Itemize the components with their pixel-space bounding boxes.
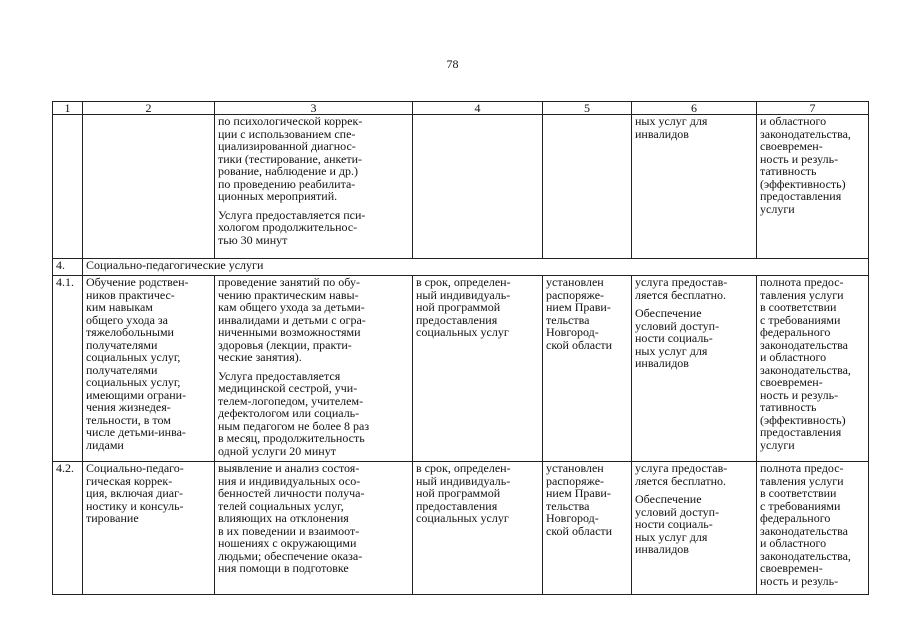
column-header: 2: [83, 102, 215, 115]
section-title: Социально-педагогические услуги: [83, 259, 869, 276]
conditions-paragraph: услуга предостав- ляется бесплатно.: [635, 461, 728, 488]
term-cell: в срок, определен- ный индивидуаль- ной программой предоставления социальных услуг: [413, 276, 543, 462]
service-name-cell: [83, 115, 215, 259]
conditions-paragraph: Обеспечение условий доступ- ности социаль- ных услуг для инвалидов: [635, 492, 720, 556]
content-paragraph: Услуга предоставляется медицинской сестрой, учи- телем-логопедом, учителем- дефектологом или социаль- ным педагогом не более 8 раз в месяц, продолжительность одной услуги 20 минут: [218, 368, 370, 458]
column-header: 7: [757, 102, 869, 115]
service-content-cell: [215, 276, 413, 462]
tariff-cell: установлен распоряже- нием Прави- тельства Новгород- ской области: [543, 276, 632, 462]
service-name-cell: Обучение родствен- ников практичес- ким навыкам общего ухода за тяжелобольными получателями социальных услуг, получателями социальных услуг, имеющими ограни- чения жизнедея- тельности, в том числе детьми-инва- лидами: [83, 276, 215, 462]
table-row: [53, 276, 869, 462]
row-number-cell: 4.1.: [53, 276, 83, 462]
row-number-cell: [53, 115, 83, 259]
quality-cell: и областного законодательства, своевремен- ность и резуль- тативность (эффективность) предоставления услуги: [757, 115, 869, 259]
row-number-cell: 4.2.: [53, 462, 83, 595]
term-cell: [413, 115, 543, 259]
continuation-row: [53, 115, 869, 259]
service-content-cell: [215, 115, 413, 259]
table-header-row: [53, 102, 869, 115]
column-header: 4: [413, 102, 543, 115]
conditions-cell: [632, 276, 757, 462]
conditions-cell: [632, 115, 757, 259]
conditions-paragraph: ных услуг для инвалидов: [635, 114, 708, 141]
table-row: [53, 462, 869, 595]
services-table: [52, 101, 869, 595]
tariff-cell: установлен распоряже- нием Прави- тельства Новгород- ской области: [543, 462, 632, 595]
term-cell: в срок, определен- ный индивидуаль- ной программой предоставления социальных услуг: [413, 462, 543, 595]
section-number: 4.: [53, 259, 83, 276]
page-number: 78: [446, 57, 459, 71]
content-paragraph: проведение занятий по обу- чению практическим навы- кам общего ухода за детьми- инвалидами и детьми с огра- ниченными возможностями здоровья (лекции, практи- ческие занятия).: [218, 275, 366, 364]
section-row: [53, 259, 869, 276]
tariff-cell: [543, 115, 632, 259]
conditions-paragraph: Обеспечение условий доступ- ности социаль- ных услуг для инвалидов: [635, 306, 720, 370]
conditions-paragraph: услуга предостав- ляется бесплатно.: [635, 275, 728, 302]
conditions-cell: [632, 462, 757, 595]
content-paragraph: по психологической коррек- ции с использованием спе- циализированной диагнос- тики (тестирование, анкети- рование, наблюдение и др.) по проведению реабилита- ционных мероприятий.: [218, 114, 363, 203]
service-name-cell: Социально-педаго- гическая коррек- ция, включая диаг- ностику и консуль- тирование: [83, 462, 215, 595]
column-header: 1: [53, 102, 83, 115]
content-paragraph: Услуга предоставляется пси- хологом продолжительнос- тью 30 минут: [218, 207, 366, 247]
column-header: 3: [215, 102, 413, 115]
quality-cell: полнота предос- тавления услуги в соответствии с требованиями федерального законодательства и областного законодательства, своевремен- ность и резуль-: [757, 462, 869, 595]
column-header: 6: [632, 102, 757, 115]
column-header: 5: [543, 102, 632, 115]
quality-cell: полнота предос- тавления услуги в соответствии с требованиями федерального законодательства и областного законодательства, своевремен- ность и резуль- тативность (эффективность) предоставления услуги: [757, 276, 869, 462]
service-content-cell: [215, 462, 413, 595]
content-paragraph: выявление и анализ состоя- ния и индивидуальных осо- бенностей личности получа- телей социальных услуг, влияющих на отклонения в их поведении и взаимоот- ношениях с окружающими людьми; обеспечение оказа- ния помощи в подготовке: [218, 461, 365, 575]
